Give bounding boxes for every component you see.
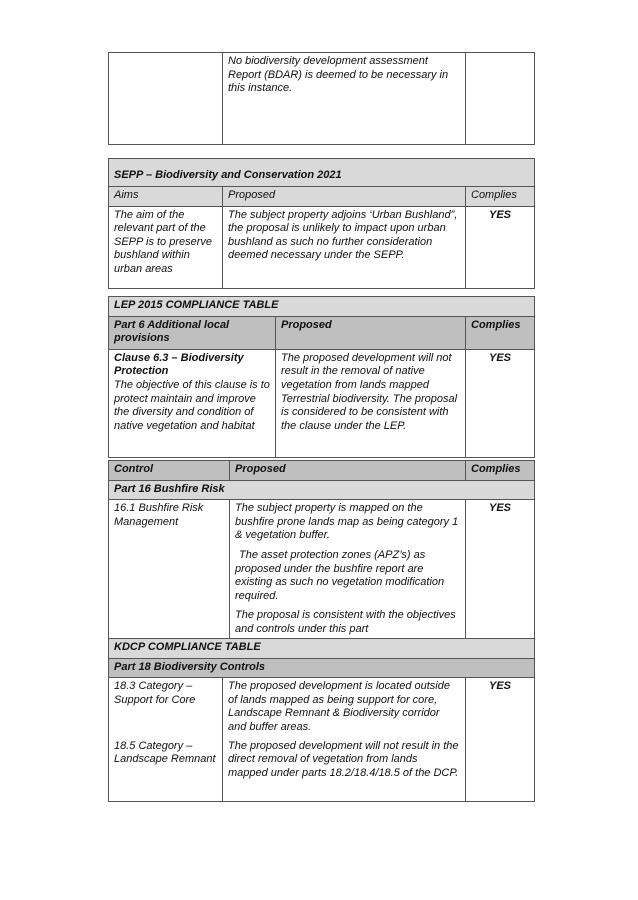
col-proposed: Proposed (230, 461, 466, 481)
kdcp-control-1: 18.3 Category – Support for Core (109, 678, 223, 738)
bushfire-section: Part 16 Bushfire Risk (109, 480, 535, 500)
bushfire-table (108, 460, 535, 641)
col-complies: Complies (466, 461, 535, 481)
col-aims: Aims (109, 187, 223, 207)
lep-clause (109, 349, 276, 457)
bushfire-proposed-3: The proposal is consistent with the objectives and controls under this part (235, 609, 456, 635)
sepp-title (109, 159, 535, 187)
kdcp-proposed-1: The proposed development is located outside of lands mapped as being support for core, Landscape Remnant & Biodiversity corridor and buffer areas. (223, 678, 466, 738)
lep-proposed: The proposed development will not result in the removal of native vegetation from lands mapped Terrestrial biodiversity. The proposal is considered to be consistent with the clause under the LEP. (276, 349, 466, 457)
sepp-proposed: The subject property adjoins ‘Urban Bushland”, the proposal is unlikely to impact upon urban bushland as such no further consideration deemed necessary under the SEPP. (223, 206, 466, 288)
col-proposed: Proposed (223, 187, 466, 207)
col-part: Part 6 Additional local provisions (109, 316, 276, 349)
bushfire-proposed-2: The asset protection zones (APZ’s) as proposed under the bushfire report are existing as such no vegetation modification required. (235, 548, 445, 602)
kdcp-complies-1: YES (466, 678, 535, 738)
sepp-table (108, 158, 535, 289)
bdar-proposed-cell: No biodiversity development assessment Report (BDAR) is deemed to be necessary in this instance. (223, 53, 466, 145)
bdar-continuation-table (108, 52, 535, 145)
empty-cell (466, 53, 535, 145)
sepp-title-text: SEPP – Biodiversity and Conservation 2021 (114, 169, 342, 182)
kdcp-title: KDCP COMPLIANCE TABLE (109, 639, 535, 659)
sepp-aim: The aim of the relevant part of the SEPP is to preserve bushland within urban areas (109, 206, 223, 288)
lep-table (108, 296, 535, 458)
empty-cell (109, 53, 223, 145)
sepp-complies: YES (466, 206, 535, 288)
col-complies: Complies (466, 316, 535, 349)
kdcp-table (108, 638, 535, 802)
kdcp-proposed-2: The proposed development will not result in the direct removal of vegetation from lands mapped under parts 18.2/18.4/18.5 of the DCP. (223, 738, 466, 802)
bushfire-proposed (230, 500, 466, 640)
lep-complies: YES (466, 349, 535, 457)
kdcp-section: Part 18 Biodiversity Controls (109, 658, 535, 678)
bushfire-complies: YES (466, 500, 535, 640)
col-control: Control (109, 461, 230, 481)
bushfire-proposed-1: The subject property is mapped on the bushfire prone lands map as being category 1 & vegetation buffer. (235, 502, 459, 542)
lep-title: LEP 2015 COMPLIANCE TABLE (109, 297, 535, 317)
empty-cell (466, 738, 535, 802)
col-proposed: Proposed (276, 316, 466, 349)
lep-clause-title: Clause 6.3 – Biodiversity Protection (114, 351, 244, 378)
bushfire-control: 16.1 Bushfire Risk Management (109, 500, 230, 640)
lep-clause-text: The objective of this clause is to protect maintain and improve the diversity and condition of native vegetation and habitat (114, 378, 270, 432)
kdcp-control-2: 18.5 Category – Landscape Remnant (109, 738, 223, 802)
col-complies: Complies (466, 187, 535, 207)
